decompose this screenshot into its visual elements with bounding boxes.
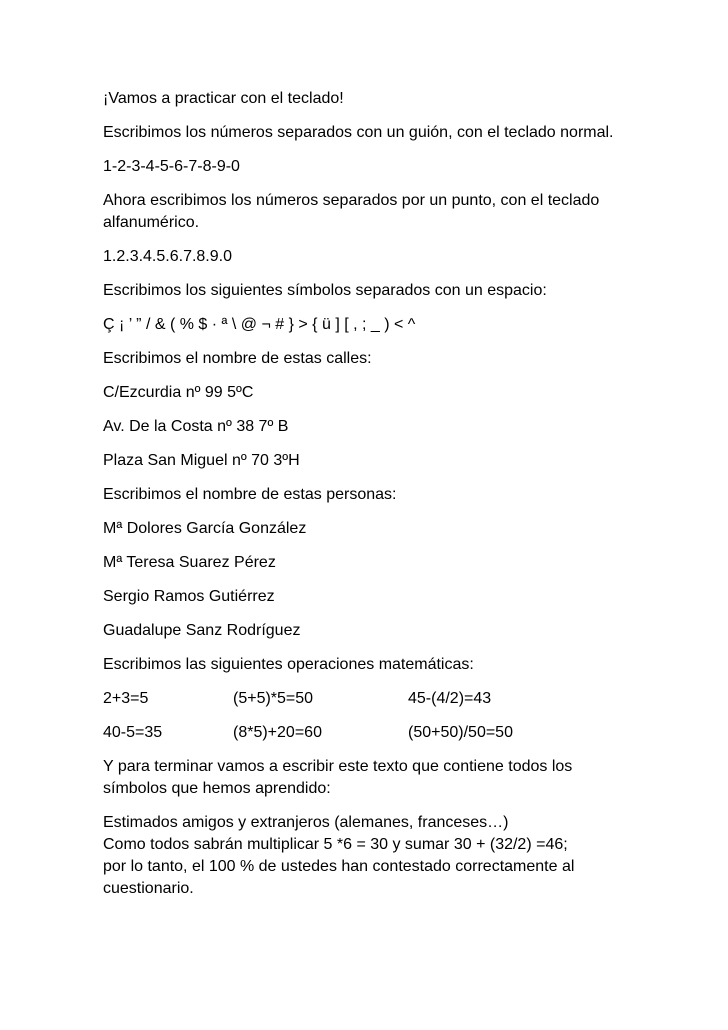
final-text-line: Como todos sabrán multiplicar 5 *6 = 30 y sumar 30 + (32/2) =46; bbox=[103, 836, 568, 853]
document-body bbox=[103, 88, 623, 900]
person-line: Mª Teresa Suarez Pérez bbox=[103, 554, 276, 571]
operation-cell: (5+5)*5=50 bbox=[233, 690, 314, 707]
instruction-final-text: Y para terminar vamos a escribir este texto que contiene todos los símbolos que hemos aprendido: bbox=[103, 758, 573, 797]
operation-cell: 45-(4/2)=43 bbox=[408, 690, 492, 707]
instruction-streets: Escribimos el nombre de estas calles: bbox=[103, 350, 372, 367]
operation-cell: 2+3=5 bbox=[103, 690, 149, 707]
instruction-symbols: Escribimos los siguientes símbolos separados con un espacio: bbox=[103, 282, 547, 299]
street-line: C/Ezcurdia nº 99 5ºC bbox=[103, 384, 254, 401]
hyphen-numbers: 1-2-3-4-5-6-7-8-9-0 bbox=[103, 158, 240, 175]
operations-row bbox=[103, 688, 623, 710]
final-text-line: por lo tanto, el 100 % de ustedes han contestado correctamente al bbox=[103, 858, 575, 875]
operation-cell: 40-5=35 bbox=[103, 724, 163, 741]
instruction-operations: Escribimos las siguientes operaciones matemáticas: bbox=[103, 656, 474, 673]
operations-row bbox=[103, 722, 623, 744]
dot-numbers: 1.2.3.4.5.6.7.8.9.0 bbox=[103, 248, 232, 265]
operation-cell: (8*5)+20=60 bbox=[233, 724, 322, 741]
street-line: Av. De la Costa nº 38 7º B bbox=[103, 418, 289, 435]
street-line: Plaza San Miguel nº 70 3ºH bbox=[103, 452, 300, 469]
person-line: Guadalupe Sanz Rodríguez bbox=[103, 622, 301, 639]
person-line: Mª Dolores García González bbox=[103, 520, 307, 537]
instruction-people: Escribimos el nombre de estas personas: bbox=[103, 486, 397, 503]
symbols-line: Ç ¡ ’ ” / & ( % $ · ª \ @ ¬ # } > { ü ] [ , ; _ ) < ^ bbox=[103, 316, 416, 333]
person-line: Sergio Ramos Gutiérrez bbox=[103, 588, 275, 605]
final-text-line: cuestionario. bbox=[103, 880, 194, 897]
instruction-dot-numbers: Ahora escribimos los números separados por un punto, con el teclado alfanumérico. bbox=[103, 192, 600, 231]
operation-cell: (50+50)/50=50 bbox=[408, 724, 513, 741]
final-text-block bbox=[103, 812, 623, 900]
instruction-hyphen-numbers: Escribimos los números separados con un guión, con el teclado normal. bbox=[103, 124, 614, 141]
final-text-line: Estimados amigos y extranjeros (alemanes, franceses…) bbox=[103, 814, 509, 831]
document-title: ¡Vamos a practicar con el teclado! bbox=[103, 90, 344, 107]
